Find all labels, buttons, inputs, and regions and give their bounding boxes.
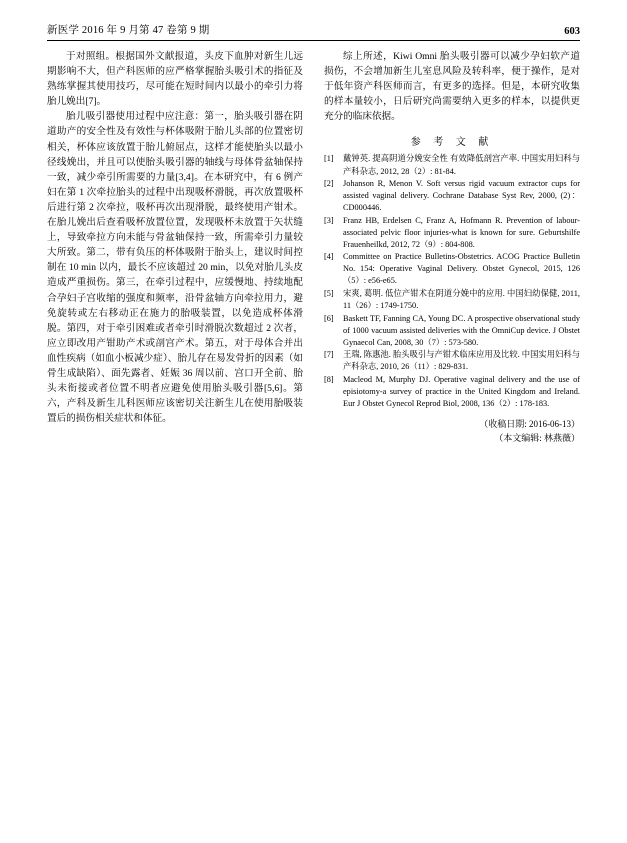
journal-title: 新医学 2016 年 9 月第 47 卷第 9 期: [47, 25, 210, 36]
reference-text: 戴钟英. 提高阴道分娩安全性 有效降低剖宫产率. 中国实用妇科与产科杂志, 2012, 28（2）: 81-84.: [343, 154, 580, 176]
reference-list: [324, 153, 580, 409]
reference-text: 宋爽, 葛明. 低位产钳术在阴道分娩中的应用. 中国妇幼保健, 2011, 11（26）: 1749-1750.: [343, 288, 580, 311]
reference-number: [7]: [324, 350, 334, 360]
right-column: [324, 49, 580, 445]
reference-text: Committee on Practice Bulletins-Obstetrics. ACOG Practice Bulletin No. 154: Operative Vaginal Delivery. Obstet Gynecol, 2015, 126（5）: e56-e65.: [343, 252, 580, 286]
list-item: [324, 153, 580, 177]
reference-text: Baskett TF, Fanning CA, Young DC. A prospective observational study of 1000 vacuum assisted deliveries with the OmniCup device. J Obstet Gynaecol Can, 2008, 30（7）: 573-580.: [343, 313, 580, 347]
reference-number: [6]: [324, 313, 334, 323]
references-heading: 参 考 文 献: [410, 137, 494, 149]
paragraph: 胎儿吸引器使用过程中应注意：第一，胎头吸引器在阴道助产的安全性及有效性与杯体吸附于胎儿头部的位置密切相关，杯体应该放置于胎儿俯屈点，这样才能使胎头以最小径线娩出，并且可以使胎头吸引器的轴线与母体骨盆轴保持一致，减少牵引所需要的力量[3,4]。在本研究中，有 6 例产妇在第 1 次牵拉胎头的过程中出现吸杯滑脱，再次放置吸杯后进行第 2 次牵拉，吸杯再次出现滑脱，最终使用产钳术。在胎儿娩出后查看吸杯放置位置，发现吸杯未放置于矢状缝上，导致牵拉方向未能与骨盆轴保持一致，所需牵引力量较大所致。第二，带有负压的杯体吸附于胎头上，建议时间控制在 10 min 以内，最长不应该超过 20 min，以免对胎儿头皮造成严重损伤。第三，在牵引过程中，应缓慢地、持续地配合孕妇子宫收缩的强度和频率，沿骨盆轴方向牵拉用力，避免旋转或左右移动正在施力的胎吸装置，以免造成杯体滑脱。第四，对于牵引困难或者牵引时滑脱次数超过 2 次者，应立即改用产钳助产术或剖宫产术。第五，对于母体合并出血性疾病（如血小板减少症）、胎儿存在易发骨折的因素（如骨生成缺陷）、面先露者、妊娠 36 周以前、宫口开全前、胎头未衔接或者位置不明者应避免使用胎头吸引器[5,6]。第六，产科及新生儿科医师应该密切关注新生儿在使用胎吸装置后的损伤相关症状和体征。: [47, 111, 303, 425]
running-head: [47, 18, 580, 41]
reference-text: Franz HB, Erdelsen C, Franz A, Hofmann R. Prevention of labour-associated pelvic floor injuries-what is known for sure. Geburtshilfe Frauenheilkd, 2012, 72（9）: 804-808.: [343, 215, 580, 249]
reference-number: [3]: [324, 215, 334, 225]
paragraph: 于对照组。根据国外文献报道，头皮下血肿对新生儿远期影响不大，但产科医师的应严格掌握胎头吸引术的指征及熟练掌握其使用技巧，尽可能在短时间内以最小的牵引力将胎儿娩出[7]。: [47, 51, 303, 108]
left-column: [47, 49, 303, 445]
reference-number: [8]: [324, 374, 334, 384]
list-item: [324, 288, 580, 312]
list-item: [324, 374, 580, 410]
list-item: [324, 178, 580, 214]
two-column-layout: [47, 49, 580, 445]
page-sheet: [47, 18, 580, 638]
editor-note: （本文编辑: 林燕薇）: [494, 432, 580, 443]
reference-number: [5]: [324, 288, 334, 298]
reference-text: 王瑞, 陈惠池. 胎头吸引与产钳术临床应用及比较. 中国实用妇科与产科杂志, 2010, 26（11）: 829-831.: [343, 350, 580, 372]
reference-number: [1]: [324, 154, 334, 164]
paragraph: 综上所述，Kiwi Omni 胎头吸引器可以减少孕妇软产道损伤，不会增加新生儿室息风险及转科率，便于操作，是对于低年资产科医师而言，有更多的选择。但是，本研究收集的样本量较小，日后研究尚需要纳入更多的样本，以提供更充分的临床依据。: [324, 51, 580, 123]
page-number: 603: [564, 26, 580, 37]
received-date: （收稿日期: 2016-06-13）: [479, 418, 580, 429]
reference-number: [4]: [324, 252, 334, 262]
publication-footer: [324, 417, 580, 445]
reference-number: [2]: [324, 179, 334, 189]
reference-text: Johanson R, Menon V. Soft versus rigid vacuum extractor cups for assisted vaginal delivery. Cochrane Database Syst Rev, 2000, (2)：CD000446.: [343, 179, 580, 213]
list-item: [324, 215, 580, 251]
list-item: [324, 313, 580, 349]
reference-text: Macleod M, Murphy DJ. Operative vaginal delivery and the use of episiotomy-a survey of practice in the United Kingdom and Ireland. Eur J Obstet Gynecol Reprod Biol, 2008, 136（2）: 178-183.: [343, 374, 580, 408]
list-item: [324, 251, 580, 287]
list-item: [324, 349, 580, 373]
